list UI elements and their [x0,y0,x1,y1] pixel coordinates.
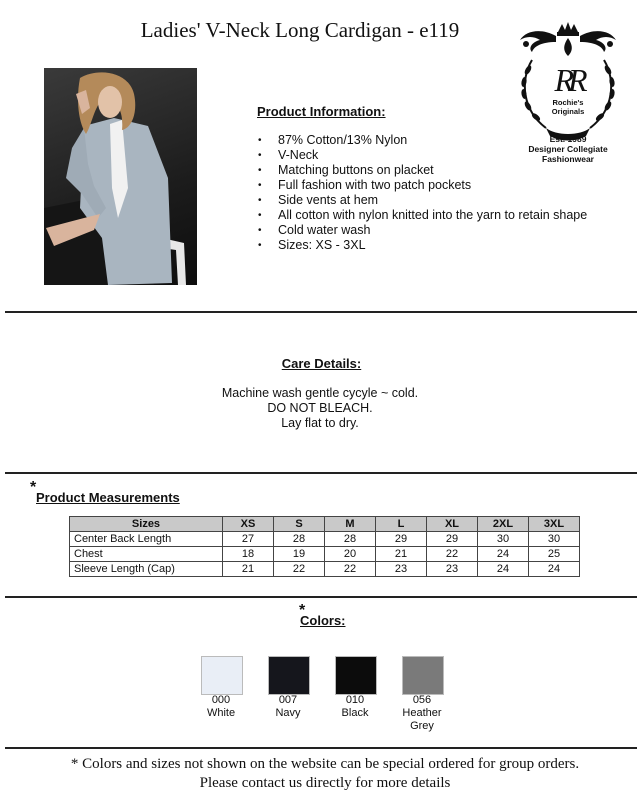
table-cell: 21 [223,562,274,577]
logo-tagline-1: Designer Collegiate [528,144,608,154]
swatch-name: Grey [410,720,434,732]
table-cell: 21 [376,547,427,562]
swatch-name: Black [341,707,369,719]
list-item: • All cotton with nylon knitted into the yarn to retain shape [258,208,628,223]
logo-brand: Rochie's Originals [551,98,585,116]
table-cell: 29 [427,532,478,547]
column-header: XL [427,517,478,532]
table-header-row [70,517,580,532]
table-cell: 27 [223,532,274,547]
asterisk-mark: * [299,602,306,619]
swatch-name: Heather [402,707,442,719]
color-swatch-white [201,656,243,695]
table-cell: 28 [274,532,325,547]
care-heading: Care Details: [281,356,362,371]
swatch-name: Navy [275,707,301,719]
table-cell: 30 [478,532,529,547]
table-cell: Chest [70,547,223,562]
list-item: • Full fashion with two patch pockets [258,178,628,193]
product-info-list [258,133,628,253]
logo-established: Est. 1989 [549,134,587,144]
table-cell: 30 [529,532,580,547]
list-item: • Cold water wash [258,223,628,238]
column-header: M [325,517,376,532]
table-cell: 23 [376,562,427,577]
column-header: S [274,517,325,532]
table-cell: Sleeve Length (Cap) [70,562,223,577]
swatch-code: 000 [211,694,231,706]
colors-heading: Colors: [300,613,346,628]
list-item: • V-Neck [258,148,628,163]
divider [5,472,637,474]
table-cell: 24 [478,562,529,577]
table-cell: 19 [274,547,325,562]
table-cell: 20 [325,547,376,562]
table-cell: 28 [325,532,376,547]
swatch-name: White [206,707,236,719]
color-swatch-black [335,656,377,695]
measurements-table [69,516,580,577]
column-header: 3XL [529,517,580,532]
list-item: • Sizes: XS - 3XL [258,238,628,253]
swatch-code: 010 [345,694,365,706]
swatch-code: 007 [278,694,298,706]
list-item: • Side vents at hem [258,193,628,208]
care-line: DO NOT BLEACH. [267,401,373,415]
divider [5,596,637,598]
list-item: • Matching buttons on placket [258,163,628,178]
asterisk-mark: * [30,479,37,496]
column-header: Sizes [70,517,223,532]
list-item: • 87% Cotton/13% Nylon [258,133,628,148]
column-header: 2XL [478,517,529,532]
table-cell: 29 [376,532,427,547]
logo-monogram: RR [554,62,582,98]
footer-note: * Colors and sizes not shown on the website can be special ordered for group orders. [70,756,580,772]
color-swatch-navy [268,656,310,695]
table-cell: 24 [478,547,529,562]
table-cell: 24 [529,562,580,577]
table-cell: 22 [427,547,478,562]
color-swatches [186,656,466,736]
table-row [70,547,580,562]
swatch-code: 056 [412,694,432,706]
column-header: XS [223,517,274,532]
table-cell: 25 [529,547,580,562]
divider [5,747,637,749]
divider [5,311,637,313]
table-cell: 23 [427,562,478,577]
logo-tagline-2: Fashionwear [542,154,594,164]
table-cell: 22 [274,562,325,577]
table-cell: 18 [223,547,274,562]
product-photo [44,68,197,285]
care-line: Lay flat to dry. [281,416,359,430]
color-swatch-heather-grey [402,656,444,695]
table-cell: 22 [325,562,376,577]
footer-contact: Please contact us directly for more details [199,775,451,791]
product-info-heading: Product Information: [257,104,386,119]
measurements-heading: Product Measurements [36,490,180,505]
care-line: Machine wash gentle cycyle ~ cold. [221,386,419,400]
page-title: Ladies' V-Neck Long Cardigan - e119 [140,18,460,42]
table-row [70,562,580,577]
table-row [70,532,580,547]
column-header: L [376,517,427,532]
table-cell: Center Back Length [70,532,223,547]
